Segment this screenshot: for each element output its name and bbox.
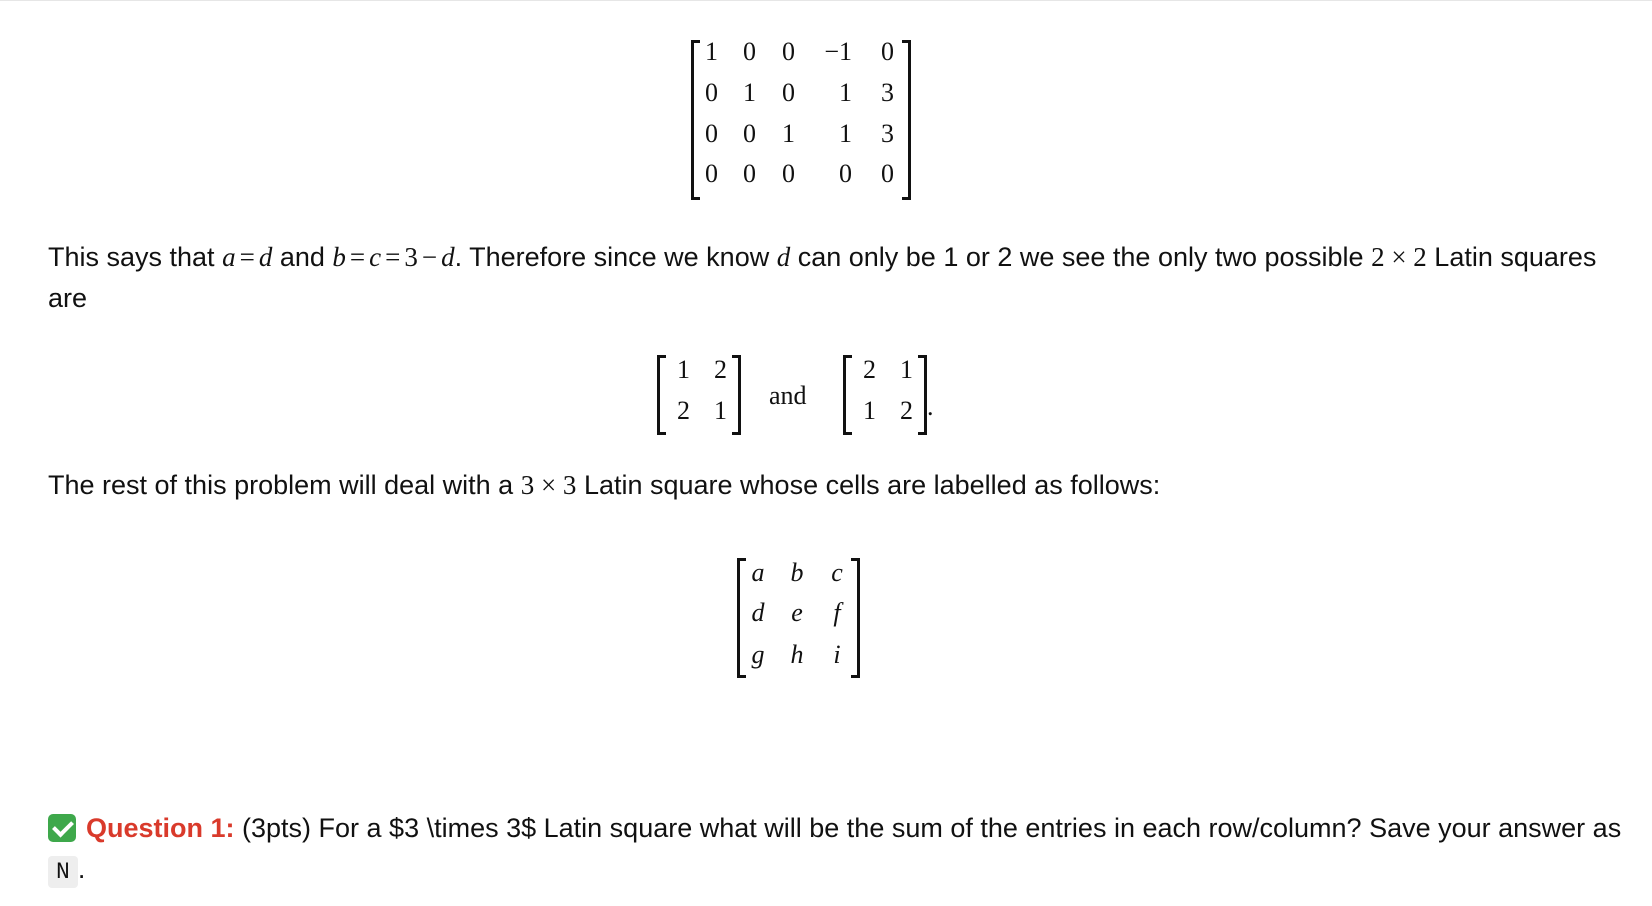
cell-labels-matrix [737, 558, 860, 678]
matrix-cell: h [790, 640, 804, 669]
matrix-cell: 0 [743, 37, 756, 66]
left-bracket [737, 558, 746, 678]
matrix-cell: 2 [677, 396, 690, 425]
matrix-cell: d [751, 598, 765, 627]
matrix-cell: 1 [839, 78, 852, 107]
matrix-cell: 3 [881, 119, 894, 148]
matrix-cell: 1 [714, 396, 727, 425]
matrix-cell: 0 [705, 119, 718, 148]
matrix-cell: 0 [782, 78, 795, 107]
question-1 [48, 808, 1628, 893]
matrix-cell: 0 [705, 159, 718, 188]
matrix-cell: 1 [839, 119, 852, 148]
matrix-cell: 0 [881, 159, 894, 188]
matrix-cell: 0 [705, 78, 718, 107]
matrix-cell: 1 [705, 37, 718, 66]
right-bracket [732, 355, 741, 435]
left-bracket [691, 40, 700, 200]
question-label: Question 1: [86, 813, 235, 843]
top-divider [0, 0, 1652, 1]
matrix-cell: e [791, 598, 803, 627]
right-bracket [918, 355, 927, 435]
matrix-cell: 0 [743, 159, 756, 188]
matrix-cell: 0 [839, 159, 852, 188]
matrix-cell: 1 [782, 119, 795, 148]
matrix-cell: 1 [900, 355, 913, 384]
latin-square-2 [843, 355, 927, 435]
checkmark-icon [48, 814, 76, 842]
matrix-cell: f [833, 598, 841, 627]
matrix-cell: 1 [863, 396, 876, 425]
matrix-cell: 2 [900, 396, 913, 425]
question-end: . [77, 854, 86, 884]
matrix-cell: 0 [782, 159, 795, 188]
matrix-cell: 0 [782, 37, 795, 66]
question-text: (3pts) For a $3 \times 3$ Latin square what will be the sum of the entries in each row/column? Save your answer as [234, 813, 1622, 843]
latin-square-1 [657, 355, 741, 435]
period: . [927, 392, 934, 421]
right-bracket [902, 40, 911, 200]
matrix-cell: 2 [863, 355, 876, 384]
matrix-cell: a [751, 558, 765, 587]
left-bracket [843, 355, 852, 435]
matrix-cell: b [790, 558, 804, 587]
matrix-cell: c [831, 558, 843, 587]
labels-intro-paragraph: The rest of this problem will deal with a 3 × 3 Latin square whose cells are labelled as follows: [48, 470, 1161, 500]
matrix-cell: 0 [743, 119, 756, 148]
explanation-paragraph: This says that a = d and b = c = 3 − d. Therefore since we know d can only be 1 or 2 we see the only two possible 2 × 2 Latin squares are [48, 242, 1597, 313]
matrix-cell: i [833, 640, 841, 669]
matrix-cell: 1 [743, 78, 756, 107]
and-word: and [769, 381, 807, 410]
left-bracket [657, 355, 666, 435]
matrix-cell: g [751, 640, 765, 669]
matrix-cell: 1 [677, 355, 690, 384]
matrix-cell: 2 [714, 355, 727, 384]
right-bracket [851, 558, 860, 678]
matrix-cell: 3 [881, 78, 894, 107]
matrix-cell: 0 [881, 37, 894, 66]
answer-variable: N [48, 856, 78, 888]
rref-matrix [691, 37, 911, 200]
matrix-cell: −1 [824, 37, 852, 66]
